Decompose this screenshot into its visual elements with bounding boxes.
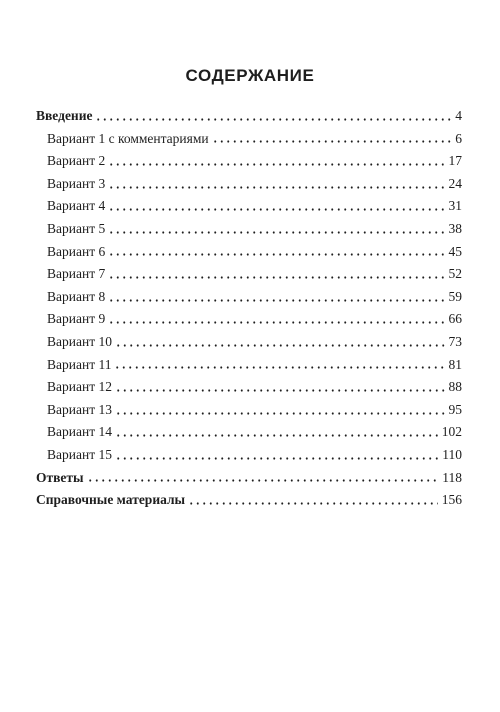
- toc-entry-label: Вариант 15: [47, 446, 112, 462]
- page-title: СОДЕРЖАНИЕ: [185, 66, 315, 85]
- toc-entry-page: 73: [448, 333, 462, 349]
- toc-entry-label: Вариант 6: [47, 243, 106, 259]
- toc-entry-variant-14[interactable]: [36, 421, 462, 444]
- toc-entry-answers[interactable]: [36, 467, 462, 490]
- toc-entry-variant-5[interactable]: [36, 218, 462, 241]
- dot-leader: [108, 253, 444, 256]
- toc-entry-page: 95: [448, 401, 462, 417]
- toc-entry-page: 4: [455, 108, 462, 123]
- toc-entry-label: Вариант 14: [47, 424, 112, 440]
- toc-entry-label: Ответы: [36, 469, 84, 485]
- dot-leader: [108, 208, 444, 211]
- toc-entry-page: 31: [448, 198, 462, 214]
- toc-entry-variant-7[interactable]: [36, 263, 462, 286]
- toc-entry-reference-materials[interactable]: [36, 489, 462, 512]
- toc-entry-page: 24: [448, 175, 462, 191]
- dot-leader: [108, 299, 444, 302]
- dot-leader: [108, 163, 444, 166]
- table-of-contents: [36, 105, 462, 512]
- toc-entry-page: 6: [455, 130, 462, 146]
- toc-entry-page: 17: [448, 153, 462, 169]
- toc-entry-label: Вариант 13: [47, 401, 112, 417]
- toc-entry-introduction[interactable]: [36, 105, 462, 128]
- dot-leader: [108, 231, 444, 234]
- dot-leader: [115, 457, 438, 460]
- toc-entry-page: 102: [441, 424, 462, 440]
- dot-leader: [114, 366, 444, 369]
- dot-leader: [87, 479, 439, 482]
- toc-entry-page: 52: [448, 266, 462, 282]
- dot-leader: [115, 434, 438, 437]
- toc-entry-label: Вариант 8: [47, 288, 106, 304]
- toc-entry-variant-9[interactable]: [36, 308, 462, 331]
- toc-entry-page: 81: [448, 356, 462, 372]
- toc-entry-variant-10[interactable]: [36, 331, 462, 354]
- toc-entry-label: Вариант 5: [47, 220, 106, 236]
- dot-leader: [108, 321, 444, 324]
- toc-entry-page: 156: [441, 492, 462, 508]
- dot-leader: [108, 186, 444, 189]
- toc-entry-variant-15[interactable]: [36, 444, 462, 467]
- toc-entry-page: 110: [442, 446, 462, 462]
- toc-entry-label: Вариант 10: [47, 333, 112, 349]
- toc-entry-page: 66: [448, 311, 462, 327]
- toc-entry-page: 38: [448, 220, 462, 236]
- toc-entry-page: 59: [448, 288, 462, 304]
- toc-entry-variant-6[interactable]: [36, 241, 462, 264]
- dot-leader: [212, 140, 452, 143]
- dot-leader: [115, 344, 445, 347]
- dot-leader: [188, 502, 438, 505]
- toc-entry-variant-12[interactable]: [36, 376, 462, 399]
- toc-entry-label: Вариант 2: [47, 153, 106, 169]
- toc-entry-label: Вариант 12: [47, 379, 112, 395]
- toc-entry-variant-3[interactable]: [36, 173, 462, 196]
- toc-entry-variant-4[interactable]: [36, 195, 462, 218]
- toc-entry-variant-2[interactable]: [36, 150, 462, 173]
- toc-entry-label: Вариант 11: [47, 356, 112, 372]
- toc-entry-label: Введение: [36, 108, 93, 123]
- toc-entry-label: Вариант 9: [47, 311, 106, 327]
- dot-leader: [115, 412, 445, 415]
- toc-entry-page: 88: [448, 379, 462, 395]
- toc-entry-variant-1[interactable]: [36, 128, 462, 151]
- dot-leader: [108, 276, 444, 279]
- dot-leader: [95, 118, 451, 121]
- toc-entry-label: Вариант 3: [47, 175, 106, 191]
- toc-entry-variant-13[interactable]: [36, 399, 462, 422]
- dot-leader: [115, 389, 445, 392]
- toc-entry-label: Вариант 1 с комментариями: [47, 130, 209, 146]
- toc-entry-variant-11[interactable]: [36, 354, 462, 377]
- toc-entry-label: Справочные материалы: [36, 492, 186, 508]
- toc-entry-page: 118: [442, 469, 462, 485]
- toc-entry-page: 45: [448, 243, 462, 259]
- toc-entry-label: Вариант 7: [47, 266, 106, 282]
- toc-entry-label: Вариант 4: [47, 198, 106, 214]
- toc-entry-variant-8[interactable]: [36, 286, 462, 309]
